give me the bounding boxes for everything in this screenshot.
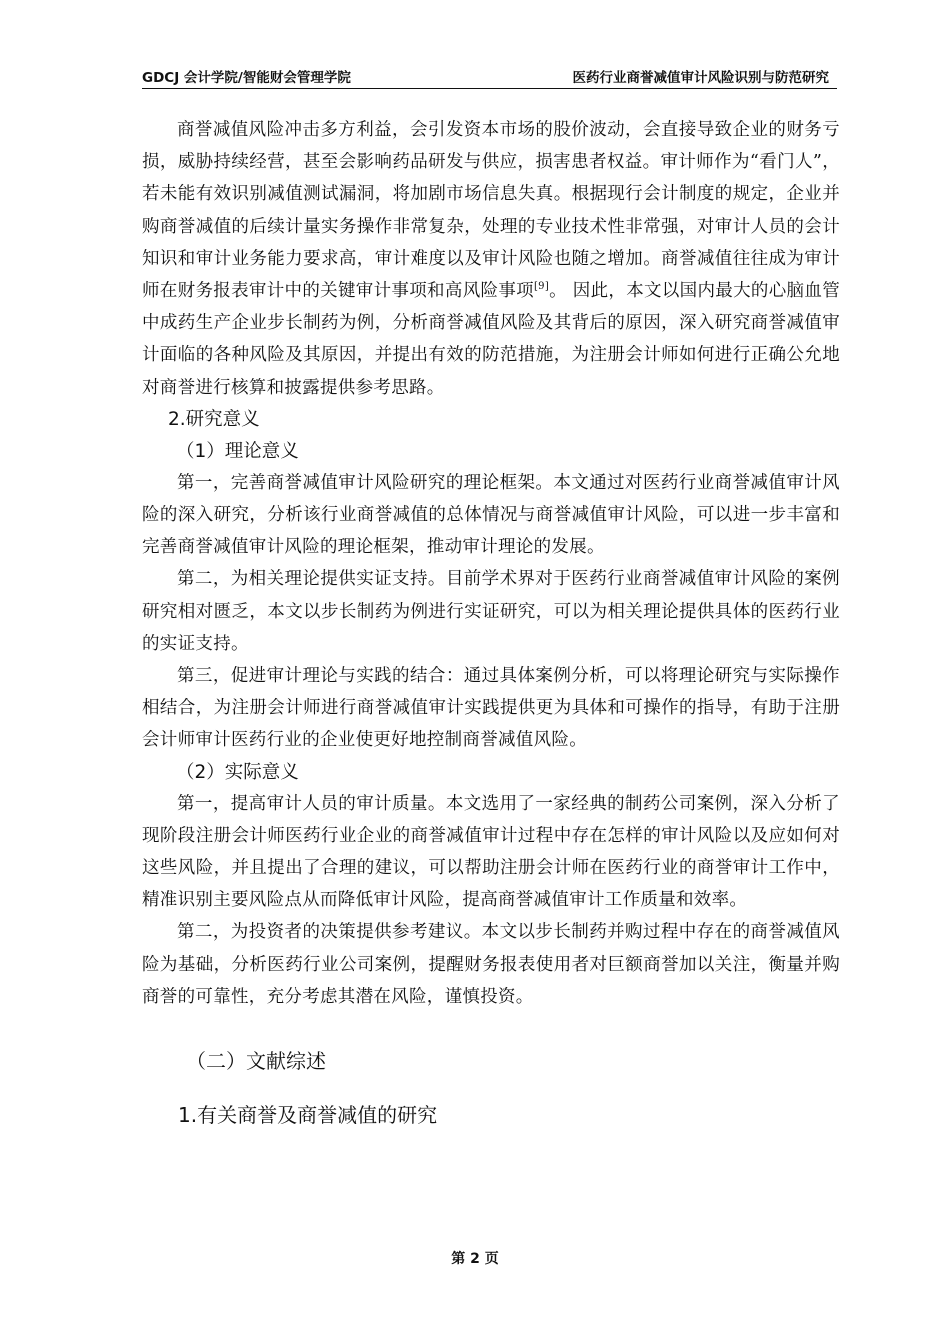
heading-research-meaning: 2.研究意义 <box>168 408 260 430</box>
heading-goodwill-research: 1.有关商誉及商誉减值的研究 <box>178 1103 438 1128</box>
header-title: 医药行业商誉减值审计风险识别与防范研究 <box>572 70 829 86</box>
paragraph-theory-3: 第三，促进审计理论与实践的结合：通过具体案例分析，可以将理论研究与实际操作相结合，为注册会计师进行商誉减值审计实践提供更为具体和可操作的指导，有助于注册会计师审计医药行业的企业使更好地控制商誉减值风险。 <box>142 666 840 751</box>
paragraph-background: 商誉减值风险冲击多方利益，会引发资本市场的股价波动，会直接导致企业的财务亏损，威胁持续经营，甚至会影响药品研发与供应，损害患者权益。审计师作为“看门人”，若未能有效识别减值测试漏洞，将加剧市场信息失真。根据现行会计制度的规定，企业并购商誉减值的后续计量实务操作非常复杂，处理的专业技术性非常强，对审计人员的会计知识和审计业务能力要求高，审计难度以及审计风险也随之增加。商誉减值往往成为审计师在财务报表审计中的关键审计事项和高风险事项[9]。 因此，本文以国内最大的心脑血管中成药生产企业步长制药为例，分析商誉减值风险及其背后的原因，深入研究商誉减值审计面临的各种风险及其原因，并提出有效的防范措施，为注册会计师如何进行正确公允地对商誉进行核算和披露提供参考思路。 <box>142 120 840 398</box>
heading-theoretical-meaning: （1）理论意义 <box>176 440 299 462</box>
paragraph-theory-2: 第二，为相关理论提供实证支持。目前学术界对于医药行业商誉减值审计风险的案例研究相对匮乏，本文以步长制药为例进行实证研究，可以为相关理论提供具体的医药行业的实证支持。 <box>142 569 840 654</box>
page-header <box>142 66 837 89</box>
paragraph-practice-1: 第一，提高审计人员的审计质量。本文选用了一家经典的制药公司案例，深入分析了现阶段注册会计师医药行业企业的商誉减值审计过程中存在怎样的审计风险以及应如何对这些风险，并且提出了合理的建议，可以帮助注册会计师在医药行业的商誉审计工作中，精准识别主要风险点从而降低审计风险，提高商誉减值审计工作质量和效率。 <box>142 793 840 911</box>
heading-practical-meaning: （2）实际意义 <box>176 761 299 783</box>
paragraph-practice-2: 第二，为投资者的决策提供参考建议。本文以步长制药并购过程中存在的商誉减值风险为基础，分析医药行业公司案例，提醒财务报表使用者对巨额商誉加以关注，衡量并购商誉的可靠性，充分考虑其潜在风险，谨慎投资。 <box>142 922 840 1007</box>
paragraph-theory-1: 第一，完善商誉减值审计风险研究的理论框架。本文通过对医药行业商誉减值审计风险的深入研究，分析该行业商誉减值的总体情况与商誉减值审计风险，可以进一步丰富和完善商誉减值审计风险的理论框架，推动审计理论的发展。 <box>142 472 840 558</box>
heading-literature-review: （二）文献综述 <box>186 1049 326 1074</box>
page-number: 第 2 页 <box>451 1251 499 1267</box>
page-body <box>142 114 840 1131</box>
citation-ref: [9] <box>533 281 550 293</box>
header-institution: GDCJ 会计学院/智能财会管理学院 <box>142 70 351 86</box>
